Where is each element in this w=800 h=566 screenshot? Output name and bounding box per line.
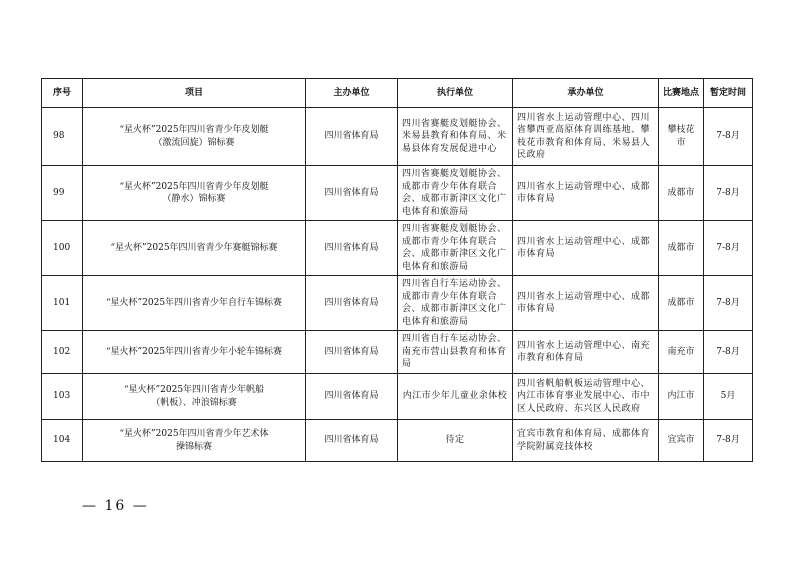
cell-host: 四川省体育局 <box>306 221 398 276</box>
events-table <box>41 78 753 462</box>
cell-no: 99 <box>42 166 83 221</box>
header-item: 项目 <box>83 79 306 108</box>
table-row <box>42 108 753 166</box>
cell-venue: 成都市 <box>659 166 704 221</box>
cell-exec: 待定 <box>398 420 513 462</box>
cell-exec: 四川省自行车运动协会、南充市营山县教育和体育局 <box>398 331 513 374</box>
cell-host: 四川省体育局 <box>306 108 398 166</box>
cell-exec: 四川省赛艇皮划艇协会、成都市青少年体育联合会、成都市新津区文化广电体育和旅游局 <box>398 221 513 276</box>
cell-exec: 四川省自行车运动协会、成都市青少年体育联合会、成都市新津区文化广电体育和旅游局 <box>398 276 513 331</box>
cell-venue: 南充市 <box>659 331 704 374</box>
cell-host: 四川省体育局 <box>306 331 398 374</box>
cell-venue: 内江市 <box>659 374 704 420</box>
cell-time: 7-8月 <box>704 221 753 276</box>
cell-exec: 内江市少年儿童业余体校 <box>398 374 513 420</box>
cell-no: 98 <box>42 108 83 166</box>
cell-no: 101 <box>42 276 83 331</box>
cell-exec: 四川省赛艇皮划艇协会、米易县教育和体育局、米易县体育发展促进中心 <box>398 108 513 166</box>
cell-item <box>83 420 306 462</box>
cell-time: 7-8月 <box>704 166 753 221</box>
cell-item: “星火杯”2025年四川省青少年自行车锦标赛 <box>83 276 306 331</box>
cell-item-text: “星火杯”2025年四川省青少年帆船（帆板）、冲浪锦标赛 <box>123 385 265 408</box>
cell-under: 四川省水上运动管理中心、成都市体育局 <box>513 276 659 331</box>
cell-no: 100 <box>42 221 83 276</box>
cell-under: 四川省水上运动管理中心、成都市体育局 <box>513 166 659 221</box>
cell-no: 104 <box>42 420 83 462</box>
cell-item: “星火杯”2025年四川省青少年小轮车锦标赛 <box>83 331 306 374</box>
cell-venue: 宜宾市 <box>659 420 704 462</box>
header-under: 承办单位 <box>513 79 659 108</box>
header-host: 主办单位 <box>306 79 398 108</box>
cell-host: 四川省体育局 <box>306 166 398 221</box>
cell-venue-text: 攀枝花市 <box>667 125 695 148</box>
header-time: 暂定时间 <box>704 79 753 108</box>
cell-under: 宜宾市教育和体育局、成都体育学院附属竞技体校 <box>513 420 659 462</box>
cell-under: 四川省帆船帆板运动管理中心、内江市体育事业发展中心、市中区人民政府、东兴区人民政府 <box>513 374 659 420</box>
header-venue: 比赛地点 <box>659 79 704 108</box>
header-no: 序号 <box>42 79 83 108</box>
cell-item <box>83 108 306 166</box>
cell-time: 7-8月 <box>704 420 753 462</box>
cell-host: 四川省体育局 <box>306 420 398 462</box>
cell-host: 四川省体育局 <box>306 276 398 331</box>
cell-venue: 成都市 <box>659 221 704 276</box>
cell-exec: 四川省赛艇皮划艇协会、成都市青少年体育联合会、成都市新津区文化广电体育和旅游局 <box>398 166 513 221</box>
cell-item: “星火杯”2025年四川省青少年赛艇锦标赛 <box>83 221 306 276</box>
header-exec: 执行单位 <box>398 79 513 108</box>
cell-venue <box>659 108 704 166</box>
table-row <box>42 276 753 331</box>
table-header-row <box>42 79 753 108</box>
cell-host: 四川省体育局 <box>306 374 398 420</box>
table-row <box>42 221 753 276</box>
cell-under: 四川省水上运动管理中心、成都市体育局 <box>513 221 659 276</box>
cell-item <box>83 166 306 221</box>
cell-no: 103 <box>42 374 83 420</box>
table-row <box>42 420 753 462</box>
cell-item-text: “星火杯”2025年四川省青少年皮划艇（激流回旋）锦标赛 <box>119 125 269 148</box>
cell-time: 7-8月 <box>704 108 753 166</box>
cell-item-text: “星火杯”2025年四川省青少年艺术体操锦标赛 <box>119 429 269 452</box>
table-row <box>42 331 753 374</box>
cell-venue: 成都市 <box>659 276 704 331</box>
cell-item <box>83 374 306 420</box>
page-number: — 16 — <box>82 498 149 514</box>
cell-time: 7-8月 <box>704 331 753 374</box>
cell-time: 7-8月 <box>704 276 753 331</box>
cell-item-text: “星火杯”2025年四川省青少年皮划艇（静水）锦标赛 <box>119 181 269 204</box>
cell-under: 四川省水上运动管理中心、四川省攀西亚高原体育训练基地、攀枝花市教育和体育局、米易县人民政府 <box>513 108 659 166</box>
cell-under: 四川省水上运动管理中心、南充市教育和体育局 <box>513 331 659 374</box>
table-row <box>42 374 753 420</box>
cell-no: 102 <box>42 331 83 374</box>
cell-time: 5月 <box>704 374 753 420</box>
table-row <box>42 166 753 221</box>
